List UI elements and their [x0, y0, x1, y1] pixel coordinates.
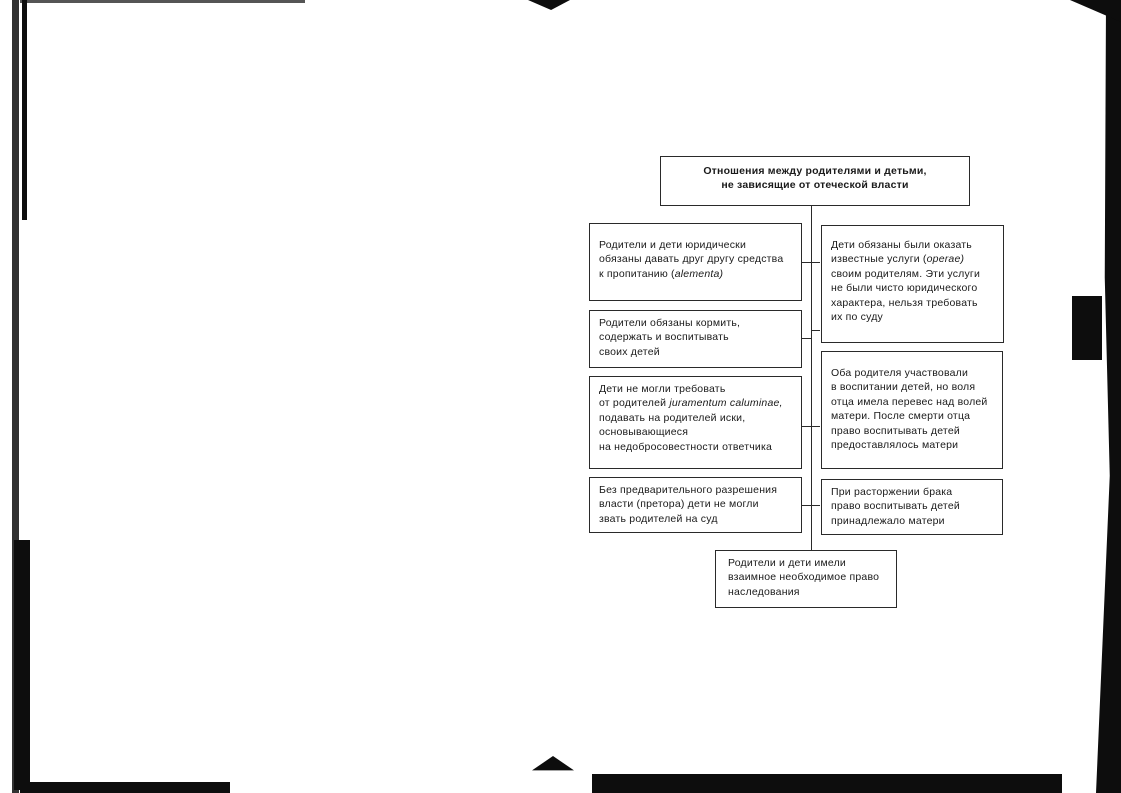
box-left-upbringing	[589, 310, 802, 368]
scan-top-left-line	[20, 0, 305, 3]
box-right-divorce	[821, 479, 1003, 535]
box-line	[599, 267, 792, 281]
scan-top-notch	[528, 0, 570, 10]
connector-right-3	[811, 505, 820, 506]
box-line	[599, 396, 792, 410]
box-line: содержать и воспитывать	[599, 331, 729, 344]
box-left-juramentum	[589, 376, 802, 469]
connector-left-2	[802, 338, 811, 339]
box-line: своим родителям. Эти услуги	[831, 267, 981, 280]
box-right-both-parents	[821, 351, 1003, 469]
box-line: отца имела перевес над волей	[831, 395, 988, 408]
text-prefix: от родителей	[599, 397, 670, 410]
scan-bottom-right-bar	[592, 774, 1062, 793]
connector-left-4	[802, 505, 811, 506]
box-line: звать родителей на суд	[599, 512, 718, 525]
scan-right-edge	[1096, 0, 1121, 793]
box-line: характера, нельзя требовать	[831, 296, 978, 309]
box-line: матери. После смерти отца	[831, 410, 971, 423]
connector-left-1	[802, 262, 811, 263]
box-line: Родители обязаны кормить,	[599, 317, 741, 329]
trunk-line	[811, 205, 812, 551]
box-bottom-inheritance	[715, 550, 897, 608]
text-prefix: к пропитанию (	[599, 267, 675, 280]
latin-term: alementa)	[674, 267, 724, 280]
box-line: Родители и дети юридически	[599, 239, 747, 251]
latin-term: operae)	[926, 253, 965, 266]
box-line: наследования	[728, 585, 800, 598]
box-line: принадлежало матери	[831, 514, 945, 527]
box-line	[831, 252, 994, 266]
scan-left-edge-lower	[14, 540, 30, 790]
box-line: Оба родителя участвовали	[831, 367, 969, 379]
text-prefix: известные услуги (	[831, 253, 927, 266]
scan-bottom-notch	[532, 756, 574, 774]
title-line-1: Отношения между родителями и детьми,	[703, 165, 927, 177]
box-line: право воспитывать детей	[831, 500, 960, 513]
box-left-alimenta	[589, 223, 802, 301]
connector-right-1	[811, 262, 820, 263]
scan-right-block	[1072, 296, 1102, 360]
box-line: не были чисто юридического	[831, 282, 978, 295]
box-line: на недобросовестности ответчика	[599, 440, 773, 453]
box-line: Без предварительного разрешения	[599, 484, 778, 496]
scan-left-edge-inner	[22, 0, 27, 220]
box-line: взаимное необходимое право	[728, 571, 880, 584]
box-line: своих детей	[599, 345, 660, 358]
box-line: основывающиеся	[599, 426, 689, 439]
latin-term: juramentum caluminae,	[669, 397, 783, 410]
box-line: власти (претора) дети не могли	[599, 498, 759, 511]
box-line: право воспитывать детей	[831, 424, 960, 437]
box-line: подавать на родителей иски,	[599, 411, 746, 424]
box-line: Дети не могли требовать	[599, 383, 726, 395]
box-line: обязаны давать друг другу средства	[599, 253, 784, 266]
diagram-title-box	[660, 156, 970, 206]
box-line: Дети обязаны были оказать	[831, 239, 972, 251]
box-left-praetor	[589, 477, 802, 533]
box-line: Родители и дети имели	[728, 557, 846, 569]
title-line-2: не зависящие от отеческой власти	[721, 179, 909, 192]
connector-right-1b	[811, 330, 820, 331]
scan-bottom-left-bar	[20, 782, 230, 793]
box-line: в воспитании детей, но воля	[831, 381, 976, 394]
connector-right-2	[811, 426, 820, 427]
box-line: их по суду	[831, 311, 884, 324]
box-line: При расторжении брака	[831, 486, 953, 498]
connector-left-3	[802, 426, 811, 427]
box-right-operae	[821, 225, 1004, 343]
box-line: предоставлялось матери	[831, 439, 959, 452]
